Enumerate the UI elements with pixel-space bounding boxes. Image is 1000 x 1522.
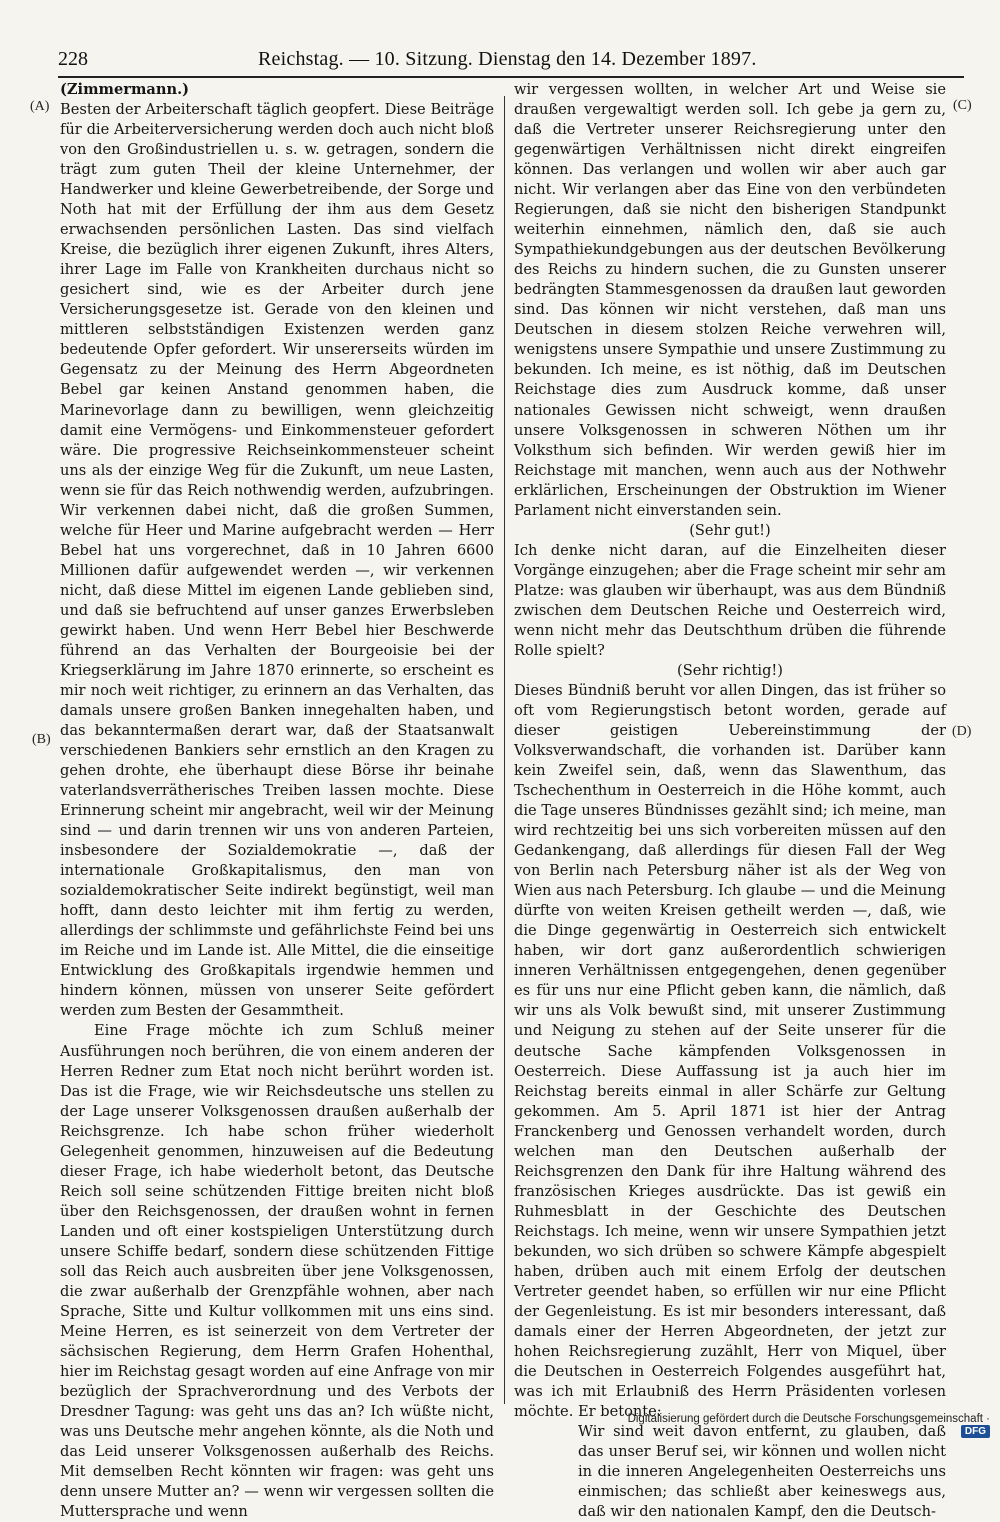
interjection: (Sehr gut!): [689, 521, 771, 539]
interjection: (Sehr richtig!): [677, 661, 783, 679]
column-divider: [504, 96, 505, 1404]
paragraph: Besten der Arbeiterschaft täglich geopfert. Diese Beiträge für die Arbeiterversicherung werden doch auch nicht bloß von den Großindustriellen u. s. w. getragen, sondern die trägt zum guten Theil der kleine Unternehmer, der Handwerker und kleine Gewerbetreibende, der Sorge und Noth hat mit der Erfüllung der ihm aus dem Gesetz erwachsenden persönlichen Lasten. Das sind vielfach Kreise, die bezüglich ihrer eigenen Zukunft, ihres Alters, ihrer Lage im Falle von Krankheiten durchaus nicht so gesichert sind, wie es der Arbeiter durch jene Versicherungsgesetze ist. Gerade von den kleinen und mittleren selbstständigen Existenzen werden ganz bedeutende Opfer gefordert. Wir unsererseits würden im Gegensatz zu der Meinung des Herrn Abgeordneten Bebel gar keinen Anstand genommen haben, die Marinevorlage dann zu bewilligen, wenn gleichzeitig damit eine Vermögens- und Einkommensteuer gefordert wäre. Die progressive Reichseinkommensteuer scheint uns als der einzige Weg für die Zukunft, um neue Lasten, wenn sie für das Reich nothwendig werden, aufzubringen. Wir verkennen dabei nicht, daß die großen Summen, welche für Heer und Marine aufgebracht werden — Herr Bebel hat uns vorgerechnet, daß in 10 Jahren 6600 Millionen dafür aufgewendet werden —, wir verkennen nicht, daß diese Mittel im eigenen Lande geblieben sind, und daß sie befruchtend auf unser ganzes Erwerbsleben gewirkt haben. Und wenn Herr Bebel hier Beschwerde führend an das Verhalten der Bourgeoisie bei der Kriegserklärung im Jahre 1870 erinnerte, so erscheint es mir noch weit richtiger, zu erinnern an das Verhalten, das damals unsere großen Banken innegehalten haben, und das bekanntermaßen derart war, daß der Staatsanwalt verschiedenen Bankiers sehr ernstlich an den Kragen zu gehen drohte, ehe überhaupt diese Börse ihr beinahe vaterlandsverrätherisches Treiben lassen mochte. Diese Erinnerung scheint mir angebracht, weil wir der Meinung sind — und darin trennen wir uns von anderen Parteien, insbesondere der Sozialdemokratie —, daß der internationale Großkapitalismus, den man von sozialdemokratischer Seite indirekt begünstigt, weil man hofft, dann desto leichter mit ihm fertig zu werden, allerdings der schlimmste und gefährlichste Feind bei uns im Reiche und im Lande ist. Alle Mittel, die die einseitige Entwicklung des Großkapitals irgendwie hemmen und hindern können, müssen von unserer Seite gefördert werden zum Besten der Gesammtheit.: [60, 101, 494, 1020]
margin-marker-c: (C): [953, 98, 972, 113]
paragraph: Dieses Bündniß beruht vor allen Dingen, das ist früher so oft vom Regierungstisch betont worden, gerade auf dieser geistigen Uebereinstimmung der Volksverwandschaft, die vorhanden ist. Darüber kann kein Zweifel sein, daß, wenn das Slawenthum, das Tschechenthum in Oesterreich in die Höhe kommt, auch die Tage unseres Bündnisses gezählt sind; ich meine, man wird rechtzeitig bei uns sich vorbereiten müssen auf den Gedankengang, daß allerdings für diesen Fall der Weg von Berlin nach Petersburg näher ist als der Weg von Wien aus nach Petersburg. Ich glaube — und die Meinung dürfte von weiten Kreisen getheilt werden —, daß, wie die Dinge gegenwärtig in Oesterreich sich entwickelt haben, wir dort ganz außerordentlich schwierigen inneren Verhältnissen entgegengehen, denen gegenüber es für uns nur eine Pflicht geben kann, die nämlich, daß wir uns als Volk bewußt sind, mit unserer Zustimmung und Neigung zu stehen auf der Seite unserer für die deutsche Sache kämpfenden Volksgenossen in Oesterreich. Diese Auffassung ist ja auch hier im Reichstag bereits einmal in aller Schärfe zur Geltung gekommen. Am 5. April 1871 ist hier der Antrag Franckenberg und Genossen verhandelt worden, durch welchen man den Deutschen außerhalb der Reichsgrenzen den Dank für ihre Haltung während des französischen Krieges ausdrückte. Das ist gewiß ein Ruhmesblatt in der Geschichte des Deutschen Reichstags. Ich meine, wenn wir unsere Sympathien jetzt bekunden, wo sich drüben so schwere Kämpfe abgespielt haben, drüben auch mit einem Erfolg der deutschen Vertreter geendet haben, so erfüllen wir nur eine Pflicht der Gegenleistung. Es ist mir besonders interessant, daß damals einer der Herren Abgeordneten, der jetzt zur hohen Reichsregierung zuzählt, Herr von Miquel, über die Deutschen in Oesterreich Folgendes ausgeführt hat, was ich mit Erlaubniß des Herrn Präsidenten vorlesen möchte. Er betonte:: [514, 681, 946, 1421]
paragraph: Eine Frage möchte ich zum Schluß meiner Ausführungen noch berühren, die von einem anderen der Herren Redner zum Etat noch nicht berührt worden ist. Das ist die Frage, wie wir Reichsdeutsche uns stellen zu der Lage unserer Volksgenossen draußen außerhalb der Reichsgrenze. Ich habe schon früher wiederholt Gelegenheit genommen, hinzuweisen auf die Bedeutung dieser Frage, ich habe wiederholt betont, das Deutsche Reich soll seine schützenden Fittige breiten nicht bloß über den Reichsgenossen, der draußen wohnt in fernen Landen und oft einer kostspieligen Unterstützung durch unsere Schiffe bedarf, sondern diese schützenden Fittige soll das Reich auch ausbreiten über jene Volksgenossen, die zwar außerhalb der Grenzpfähle wohnen, aber nach Sprache, Sitte und Kultur vollkommen mit uns eins sind. Meine Herren, es ist seinerzeit von dem Vertreter der sächsischen Regierung, dem Herrn Grafen Hohenthal, hier im Reichstag gesagt worden auf eine Anfrage von mir bezüglich der Sprachverordnung und des Verbots der Dresdner Tagung: was geht uns das an? Ich wüßte nicht, was uns Deutsche mehr angehen könnte, als die Noth und das Leid unserer Volksgenossen außerhalb des Reichs. Mit demselben Recht könnten wir fragen: was geht uns denn unsere Mutter an? — wenn wir vergessen sollten die Muttersprache und wenn: [60, 1022, 494, 1521]
left-column: [60, 80, 494, 1522]
margin-marker-b: (B): [32, 732, 51, 747]
paragraph: wir vergessen wollten, in welcher Art und Weise sie draußen vergewaltigt werden soll. Ich gebe ja gern zu, daß die Vertreter unserer Reichsregierung unter den gegenwärtigen Verhältnissen nicht direkt eingreifen können. Das verlangen und wollen wir aber auch gar nicht. Wir verlangen aber das Eine von den verbündeten Regierungen, daß sie nicht den bisherigen Standpunkt weiterhin einnehmen, nämlich den, daß sie auch Sympathiekundgebungen aus der deutschen Bevölkerung des Reichs zu hindern suchen, die zu Gunsten unserer bedrängten Stammesgenossen da draußen laut geworden sind. Das können wir nicht verstehen, daß man uns Deutschen in diesem stolzen Reiche verwehren will, wenigstens unsere Sympathie und unsere Zustimmung zu bekunden. Ich meine, es ist nöthig, daß im Deutschen Reichstage dies zum Ausdruck komme, daß unser nationales Gewissen nicht schweigt, wenn draußen unsere Volksgenossen in schweren Nöthen um ihr Volksthum sich befinden. Wir werden gewiß hier im Reichstage mit manchen, wenn auch aus der Nothwehr erklärlichen, Erscheinungen der Obstruktion im Wiener Parlament nicht einverstanden sein.: [514, 81, 946, 519]
page-title: Reichstag. — 10. Sitzung. Dienstag den 14. Dezember 1897.: [258, 48, 757, 70]
margin-marker-a: (A): [30, 99, 50, 114]
dfg-logo: DFG: [961, 1425, 990, 1438]
digitization-credit: [600, 1413, 990, 1437]
credit-text: Digitalisierung gefördert durch die Deutsche Forschungsgemeinschaft ·: [627, 1413, 990, 1425]
block-quote: Wir sind weit davon entfernt, zu glauben, daß das unser Beruf sei, wir können und wollen nicht in die inneren Angelegenheiten Oesterreichs uns einmischen; das schließt aber keineswegs aus, daß wir den nationalen Kampf, den die Deutsch-: [578, 1423, 946, 1521]
header-rule: [58, 76, 964, 78]
right-column: [514, 80, 946, 1522]
paragraph: Ich denke nicht daran, auf die Einzelheiten dieser Vorgänge einzugehen; aber die Frage scheint mir sehr am Platze: was glauben wir überhaupt, was aus dem Bündniß zwischen dem Deutschen Reiche und Oesterreich wird, wenn nicht mehr das Deutschthum drüben die führende Rolle spielt?: [514, 541, 946, 659]
page-number: 228: [58, 48, 88, 70]
page-header: [58, 46, 964, 72]
speaker-label: (Zimmermann.): [60, 81, 190, 98]
margin-marker-d: (D): [952, 724, 972, 739]
